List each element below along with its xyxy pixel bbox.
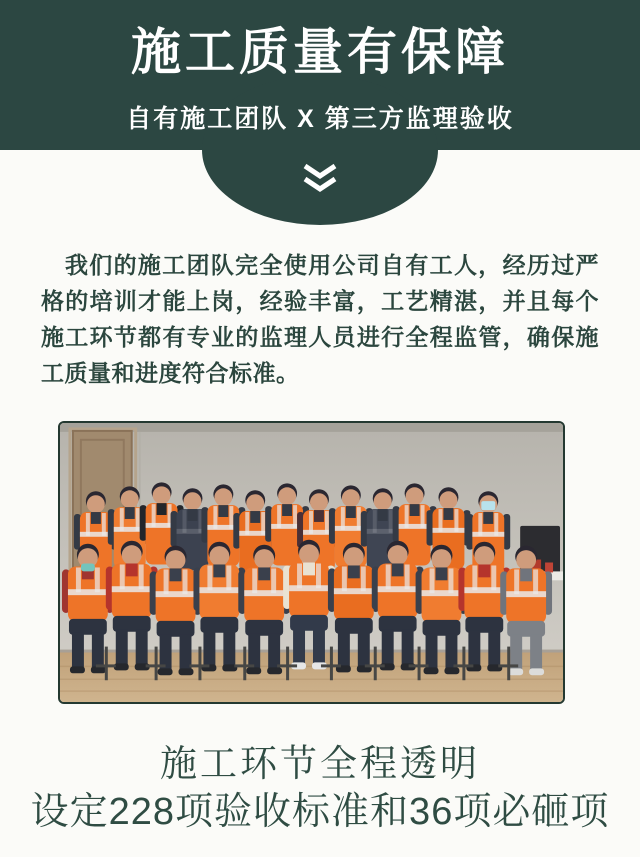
page-title: 施工质量有保障 — [131, 24, 509, 80]
team-photo — [58, 421, 565, 704]
photo-floor — [60, 650, 563, 702]
face-mask-back-row — [481, 501, 495, 510]
footer-subheadline: 设定228项验收标准和36项必砸项 — [30, 791, 610, 833]
double-chevron-down-icon — [301, 163, 339, 195]
footer-headline: 施工环节全程透明 — [160, 743, 480, 784]
intro-paragraph: 我们的施工团队完全使用公司自有工人，经历过严格的培训才能上岗，经验丰富，工艺精湛，并且每个施工环节都有专业的监理人员进行全程监管，确保施工质量和进度符合标准。 — [41, 252, 599, 386]
team-photo-illustration — [60, 423, 563, 702]
header-bulge — [202, 75, 438, 225]
face-mask-front-row — [81, 563, 95, 571]
page-subtitle: 自有施工团队 X 第三方监理验收 — [126, 105, 514, 133]
